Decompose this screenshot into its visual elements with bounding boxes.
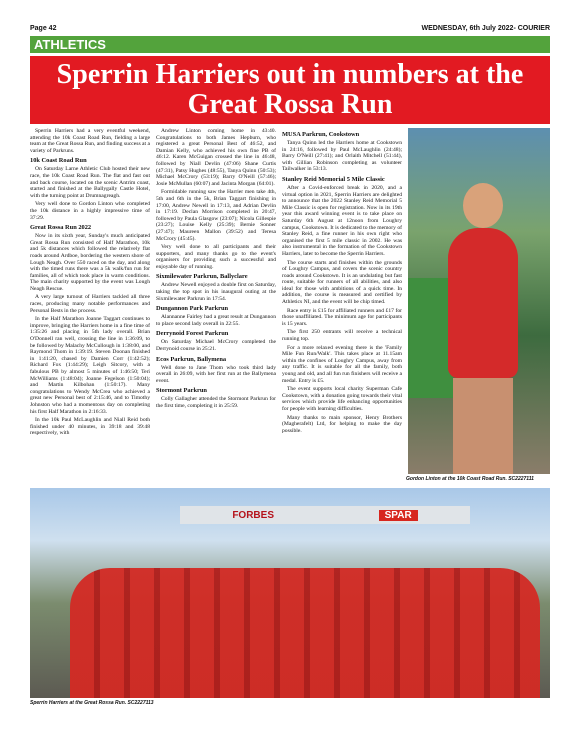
group-of-runners	[70, 568, 540, 698]
runner-figure-head	[463, 183, 503, 228]
paragraph: Alannanne Fairley had a great result at Dungannon to place second lady overall in 22:55.	[156, 314, 276, 327]
paragraph: Formidable running saw the Harrier men take 4th, 5th and 6th in the 5k, Brian Taggart finishing in 17:00, Andrew Newell in 17:13, and Adrian Devlin in 17:19. Declan Morrison completed in 20:47, followed by Paula Glasgow (23:07); Nicola Gillespie (23:27); Louise Kelly (25:39); Bernie Sonner (27:47); Maureen Mallon (39:52) and Teresa McCrory (45:45).	[156, 189, 276, 242]
runner-figure-legs	[453, 378, 513, 474]
section-label: ATHLETICS	[30, 36, 550, 53]
paragraph: The first 250 entrants will receive a technical running top.	[282, 329, 402, 343]
subheading: Sixmilewater Parkrun, Ballyclare	[156, 273, 248, 281]
page-header	[30, 22, 550, 34]
group-photo	[30, 488, 550, 698]
paragraph: Very well done to Gordon Linton who completed the 10k distance in a highly impressive time of 37:29.	[30, 201, 150, 221]
paragraph: A very large turnout of Harriers tackled all three races, producing many notable performances and Personal Bests in the process.	[30, 294, 150, 314]
sponsor-signage	[180, 506, 470, 524]
event-banner	[408, 278, 453, 398]
subheading: Dungannon Park Parkrun	[156, 305, 229, 313]
article-column-2	[156, 128, 276, 412]
paragraph: Andrew Newell enjoyed a double first on Saturday, taking the top spot in his inaugural outing at the Sixmilewater Parkrun in 17:54.	[156, 282, 276, 302]
spar-sign: SPAR	[379, 510, 418, 521]
paragraph: Colly Gallagher attended the Stormont Parkrun for the first time, completing it in 25:59.	[156, 396, 276, 409]
runner-figure-body	[448, 228, 518, 378]
paragraph: On Saturday Michael McCrory completed the Derrynoid course in 25:21.	[156, 339, 276, 353]
subheading: Derrynoid Forest Parkrun	[156, 330, 229, 338]
subheading: 10k Coast Road Run	[30, 157, 87, 165]
paragraph: After a Covid-enforced break in 2020, and a virtual option in 2021, Sperrin Harriers are delighted to announce that the 2022 Stanley Reid Memorial 5 Mile Classic is open for registration. Now in its 19th year this award winning event is to take place on Saturday 6th August at 12noon from Loughry campus, Cookstown. It is dedicated to the memory of Stanley Reid, a fine runner in his own right who organised the first 5 mile classic in 2002. He was also instrumental in the formation of the Cookstown Harriers, later to become the Sperrin Harriers.	[282, 184, 402, 257]
runner-photo-caption: Gordon Linton at the 10k Coast Road Run. SC2227111	[406, 476, 534, 482]
paragraph: Sperrin Harriers had a very eventful weekend, attending the 10k Coast Road Run, fielding a large team at the Great Rossa Run, and finding success at a variety of Parkruns.	[30, 128, 150, 154]
paragraph: Tanya Quinn led the Harriers home at Cookstown in 24:16, followed by Paul McLaughlin (24:48); Barry O'Neill (27:41); and Orlaith Mitchell (51:44), with Gillian Robinson completing as volunteer Tailwalker in 53:13.	[282, 140, 402, 173]
paragraph: Race entry is £15 for affiliated runners and £17 for those unaffiliated. The minimum age for participants is 15 years.	[282, 307, 402, 327]
group-photo-caption: Sperrin Harriers at the Great Rossa Run. SC2227113	[30, 700, 154, 706]
paragraph: The event supports local charity Superman Cafe Cookstown, with a donation going towards their vital services which provide life enhancing opportunities for people with learning difficulties.	[282, 386, 402, 412]
subheading: MUSA Parkrun, Cookstown	[282, 131, 360, 138]
page-number: Page 42	[30, 24, 57, 32]
forbes-sign: FORBES	[232, 509, 274, 521]
article-headline: Sperrin Harriers out in numbers at the Great Rossa Run	[30, 56, 550, 124]
subheading: Ecos Parkrun, Ballymena	[156, 355, 227, 363]
publication-date: WEDNESDAY, 6th July 2022- COURIER	[421, 24, 550, 32]
subheading: Stormont Parkrun	[156, 387, 207, 395]
subheading: Great Rossa Run 2022	[30, 224, 92, 232]
article-column-3	[282, 128, 402, 436]
article-column-1	[30, 128, 150, 439]
paragraph: Now in its sixth year, Sunday's much anticipated Great Rossa Run consisted of Half Marathon, 10k and 5k distances which followed the relatively flat roads around Ardboe, bordering the western shore of Lough Neagh. Over 550 raced on the day, and along with the timed runs there was a 5k walk/fun run for families, all of which took place in warm conditions. The main charity supported by the event was Lough Neagh Rescue.	[30, 233, 150, 292]
paragraph: Many thanks to main sponsor, Henry Brothers (Magherafelt) Ltd, for helping to make the day possible.	[282, 414, 402, 434]
paragraph: The course starts and finishes within the grounds of Loughry Campus, and covers the scenic country roads around Cookstown. It is an undulating but fast route, suitable for runners of all abilities, and also ideal for those with ambitions of a quick time. In addition, the course is measured and certified by Athletics NI, and the event will be chip timed.	[282, 259, 402, 306]
runner-photo	[408, 128, 550, 474]
paragraph: In the Half Marathon Joanne Taggart continues to improve, bringing the Harriers home in a fine time of 1:35:26 and placing in 5th lady overall. Brian O'Donnell ran well, crossing the line in 1:36:09, to be followed by Malachy McCullough in 1:38:00, and Raymond Thom in 1:39:19. Steven Doonan finished in 1:41:20, chased by Damien Corr (1:42:52); Richard Fox (1:44:29); Leigh Sitcory, with a fabulous PB by almost 5 minutes of 1:46:50; Teri McWilliams (1:48:04); Joanne Fegelson (1:50:04); and Martin Kilbohan (1:50:17). Many congratulations to Wendy McCrea who achieved a great new Personal best of 2:15:46, and to Timothy Johnston who had a momentous day on completing his first Half Marathon in 2:16:33.	[30, 316, 150, 415]
paragraph: Andrew Linton coming home in 43:40. Congratulations to both James Hepburn, who registered a great Personal Best of 46:52, and Damian Kelly, who achieved his own fine PB of 46:12. Karen McGuigan crossed the line in 46:48, followed by Niall Devlin (47:06) Shane Curtis (47:31), Patsy Hughes (48:55), Tanya Quinn (50:53); Michael McCrory (53:19); Barry O'Neill (57:46); Josie McMullan (60:07) and Jacinta Morgan (64:01).	[156, 128, 276, 187]
paragraph: Well done to Jane Thom who took third lady overall in 26:09, with her first run at the Ballymena event.	[156, 364, 276, 384]
paragraph: Very well done to all participants and their supporters, and many thanks go to the event's organisers for providing such a successful and enjoyable day of running.	[156, 244, 276, 270]
paragraph: In the 10k Paul McLaughlin and Niall Reid both finished under 40 minutes, in 39:18 and 39:48 respectively, with	[30, 417, 150, 437]
paragraph: On Saturday Larne Athletic Club hosted their new race, the 10k Coast Road Run. The flat and fast out and back course, located on the scenic Antrim coast, started and finished at the Ballygally Castle Hotel, with the turning point at Drumnagreagh.	[30, 166, 150, 199]
paragraph: For a more relaxed evening there is the 'Family Mile Fun Run/Walk'. This takes place at 11.15am within the confines of Loughry Campus, away from any traffic. It is suitable for all the family, both young and old, and all fun run finishers will receive a medal. Entry is £5.	[282, 344, 402, 384]
subheading: Stanley Reid Memorial 5 Mile Classic	[282, 175, 385, 183]
